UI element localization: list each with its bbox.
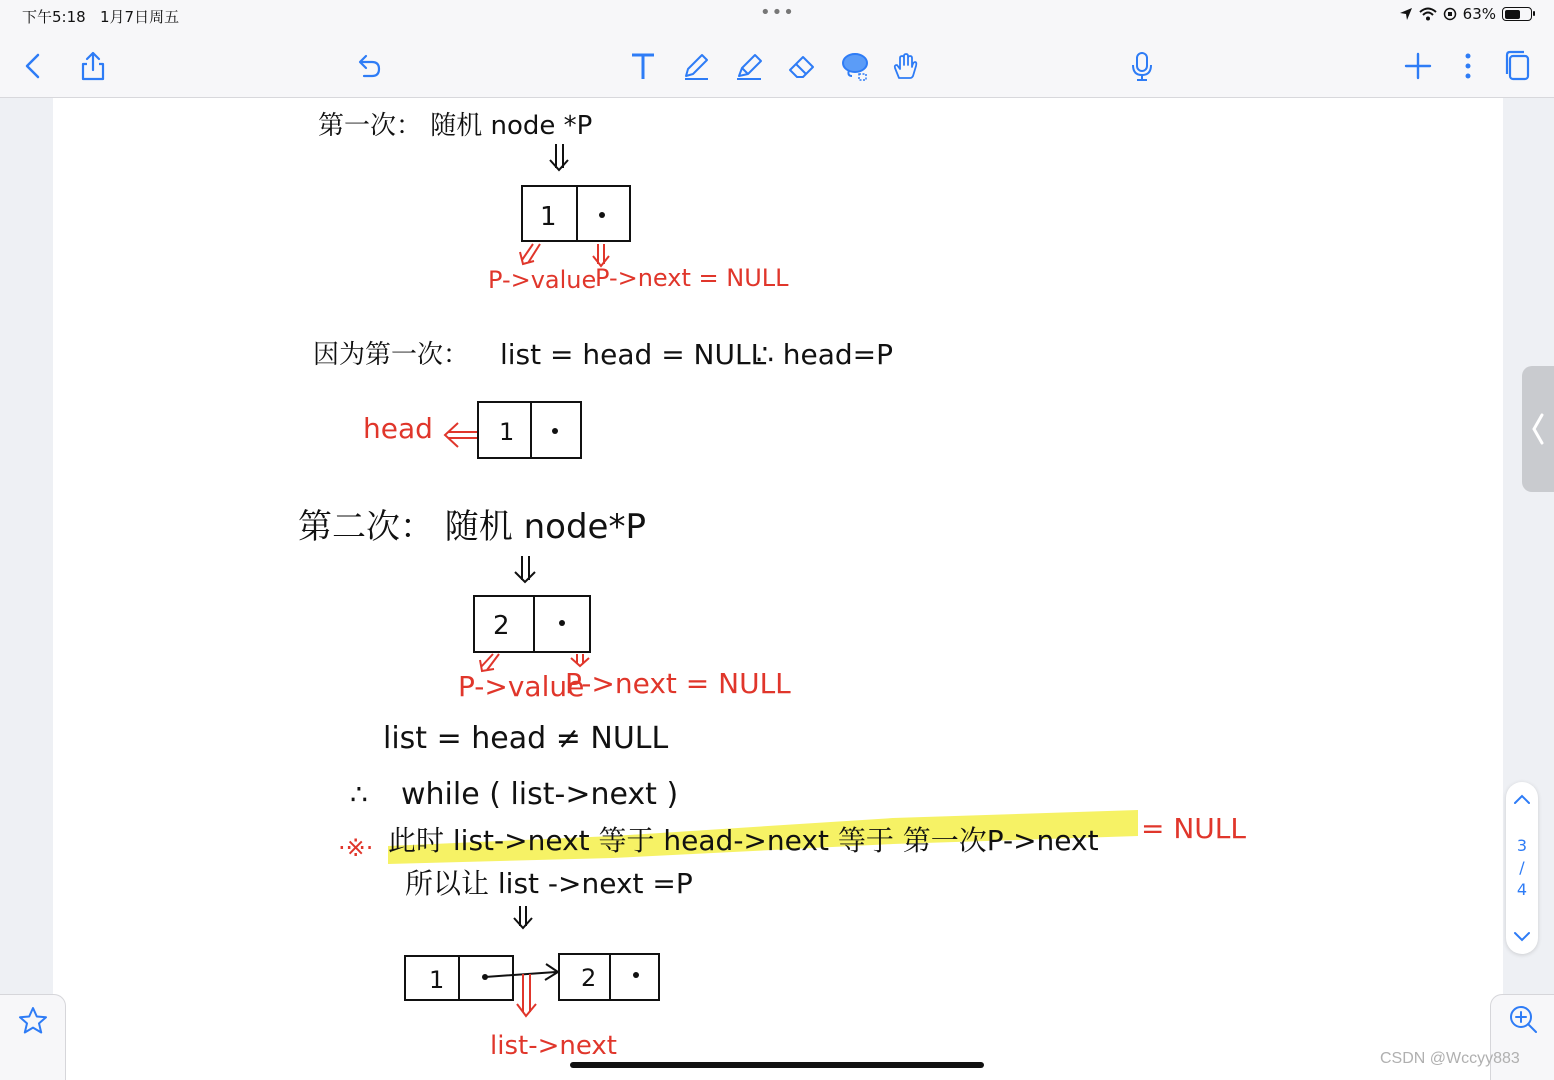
head-label: head (363, 412, 433, 445)
label-next-1: P->next = NULL (595, 264, 789, 292)
note-page[interactable] (53, 98, 1503, 1080)
node-pointer-dot-1 (599, 212, 605, 218)
battery-icon (1502, 7, 1532, 21)
more-button[interactable] (1448, 46, 1488, 86)
red-arrow-next-1 (593, 244, 609, 266)
note-line-2-main: list = head = NULL (500, 338, 767, 371)
arrow-down-2 (515, 556, 535, 582)
node-pointer-dot-5 (633, 972, 639, 978)
node-value-5: 2 (581, 964, 597, 992)
note-line-3: 第二次： 随机 node*P (298, 507, 646, 547)
sidebar-handle[interactable] (1522, 366, 1554, 492)
note-line-6: 此时 list->next 等于 head->next 等于 第一次P->next (388, 824, 1099, 857)
eraser-tool-icon (786, 50, 818, 82)
node-value-1: 1 (540, 202, 557, 232)
red-arrow-value-1 (520, 244, 540, 264)
next-page-button[interactable] (1506, 920, 1538, 954)
eraser-tool-button[interactable] (782, 46, 822, 86)
note-line-2-prefix: 因为第一次： (313, 340, 470, 370)
highlighter-tool-icon (733, 50, 765, 82)
text-tool-button[interactable] (623, 46, 663, 86)
node-pointer-dot-3 (559, 620, 565, 626)
red-arrow-value-2 (480, 654, 499, 671)
wifi-icon (1419, 7, 1437, 21)
node-box-3 (474, 596, 590, 652)
status-time (22, 6, 179, 27)
status-bar (0, 0, 1554, 32)
pages-icon (1502, 50, 1534, 82)
node-value-3: 2 (493, 611, 510, 641)
microphone-icon (1126, 50, 1158, 82)
note-line-6-tail: = NULL (1141, 812, 1246, 845)
undo-button[interactable] (348, 46, 388, 86)
pages-button[interactable] (1498, 46, 1538, 86)
red-arrow-list-next (517, 974, 536, 1016)
note-line-1: 第一次： 随机 node *P (318, 111, 593, 141)
label-list-next: list->next (490, 1031, 617, 1061)
page-separator: / (1519, 858, 1525, 877)
chevron-up-icon (1513, 793, 1531, 805)
share-icon (77, 50, 109, 82)
star-icon (17, 1005, 49, 1037)
note-line-5-sym: ∴ (350, 778, 368, 811)
arrow-down-1 (550, 144, 568, 170)
previous-page-button[interactable] (1506, 782, 1538, 816)
status-date: 1月7日周五 (100, 8, 180, 26)
multitasking-dots[interactable]: ••• (760, 2, 795, 23)
orientation-lock-icon (1443, 7, 1457, 21)
arrow-down-3 (514, 906, 532, 928)
note-line-4: list = head ≠ NULL (383, 721, 669, 756)
total-pages: 4 (1516, 880, 1528, 899)
label-value-1: P->value (488, 266, 597, 294)
red-arrow-head (445, 423, 478, 447)
node-pointer-dot-2 (552, 428, 558, 434)
text-tool-icon (627, 50, 659, 82)
node-box-5 (559, 954, 659, 1000)
microphone-button[interactable] (1122, 46, 1162, 86)
undo-icon (352, 50, 384, 82)
location-icon (1399, 7, 1413, 21)
red-arrow-next-2 (571, 654, 589, 666)
toolbar (0, 32, 1554, 98)
status-indicators (1399, 5, 1532, 23)
zoom-in-icon (1507, 1003, 1539, 1035)
hand-tool-icon (889, 50, 921, 82)
node-box-4 (405, 956, 513, 1000)
battery-percent: 63% (1462, 5, 1496, 23)
node-value-2: 1 (499, 418, 515, 446)
link-arrow (485, 964, 558, 980)
back-icon (18, 50, 50, 82)
node-box-2 (478, 402, 581, 458)
note-line-6-mark: ·※· (338, 834, 374, 862)
hand-tool-button[interactable] (885, 46, 925, 86)
more-icon (1452, 50, 1484, 82)
add-icon (1402, 50, 1434, 82)
pen-tool-button[interactable] (676, 46, 716, 86)
note-line-7: 所以让 list ->next =P (405, 867, 693, 900)
back-button[interactable] (14, 46, 54, 86)
battery-level (1505, 10, 1521, 19)
lasso-tool-button[interactable] (835, 46, 875, 86)
status-clock: 下午5:18 (22, 8, 86, 26)
note-line-2-then: ∴ head=P (756, 338, 893, 371)
watermark-text: CSDN @Wccyy883 (1380, 1050, 1520, 1067)
lasso-tool-icon (839, 50, 871, 82)
pen-tool-icon (680, 50, 712, 82)
favorite-button[interactable] (0, 994, 66, 1080)
label-value-2: P->value (458, 670, 585, 703)
page-counter (1517, 816, 1527, 920)
handwritten-notes (53, 98, 1503, 1080)
current-page: 3 (1516, 836, 1528, 855)
share-button[interactable] (73, 46, 113, 86)
node-value-4: 1 (429, 966, 445, 994)
node-box-1 (522, 186, 630, 241)
chevron-down-icon (1513, 931, 1531, 943)
chevron-left-icon (1530, 411, 1546, 447)
highlighter-tool-button[interactable] (729, 46, 769, 86)
note-canvas[interactable] (0, 98, 1554, 1080)
page-navigator (1506, 782, 1538, 954)
note-line-5: while ( list->next ) (401, 777, 679, 812)
label-next-2: P->next = NULL (565, 667, 791, 700)
add-page-button[interactable] (1398, 46, 1438, 86)
home-indicator[interactable] (570, 1062, 984, 1068)
